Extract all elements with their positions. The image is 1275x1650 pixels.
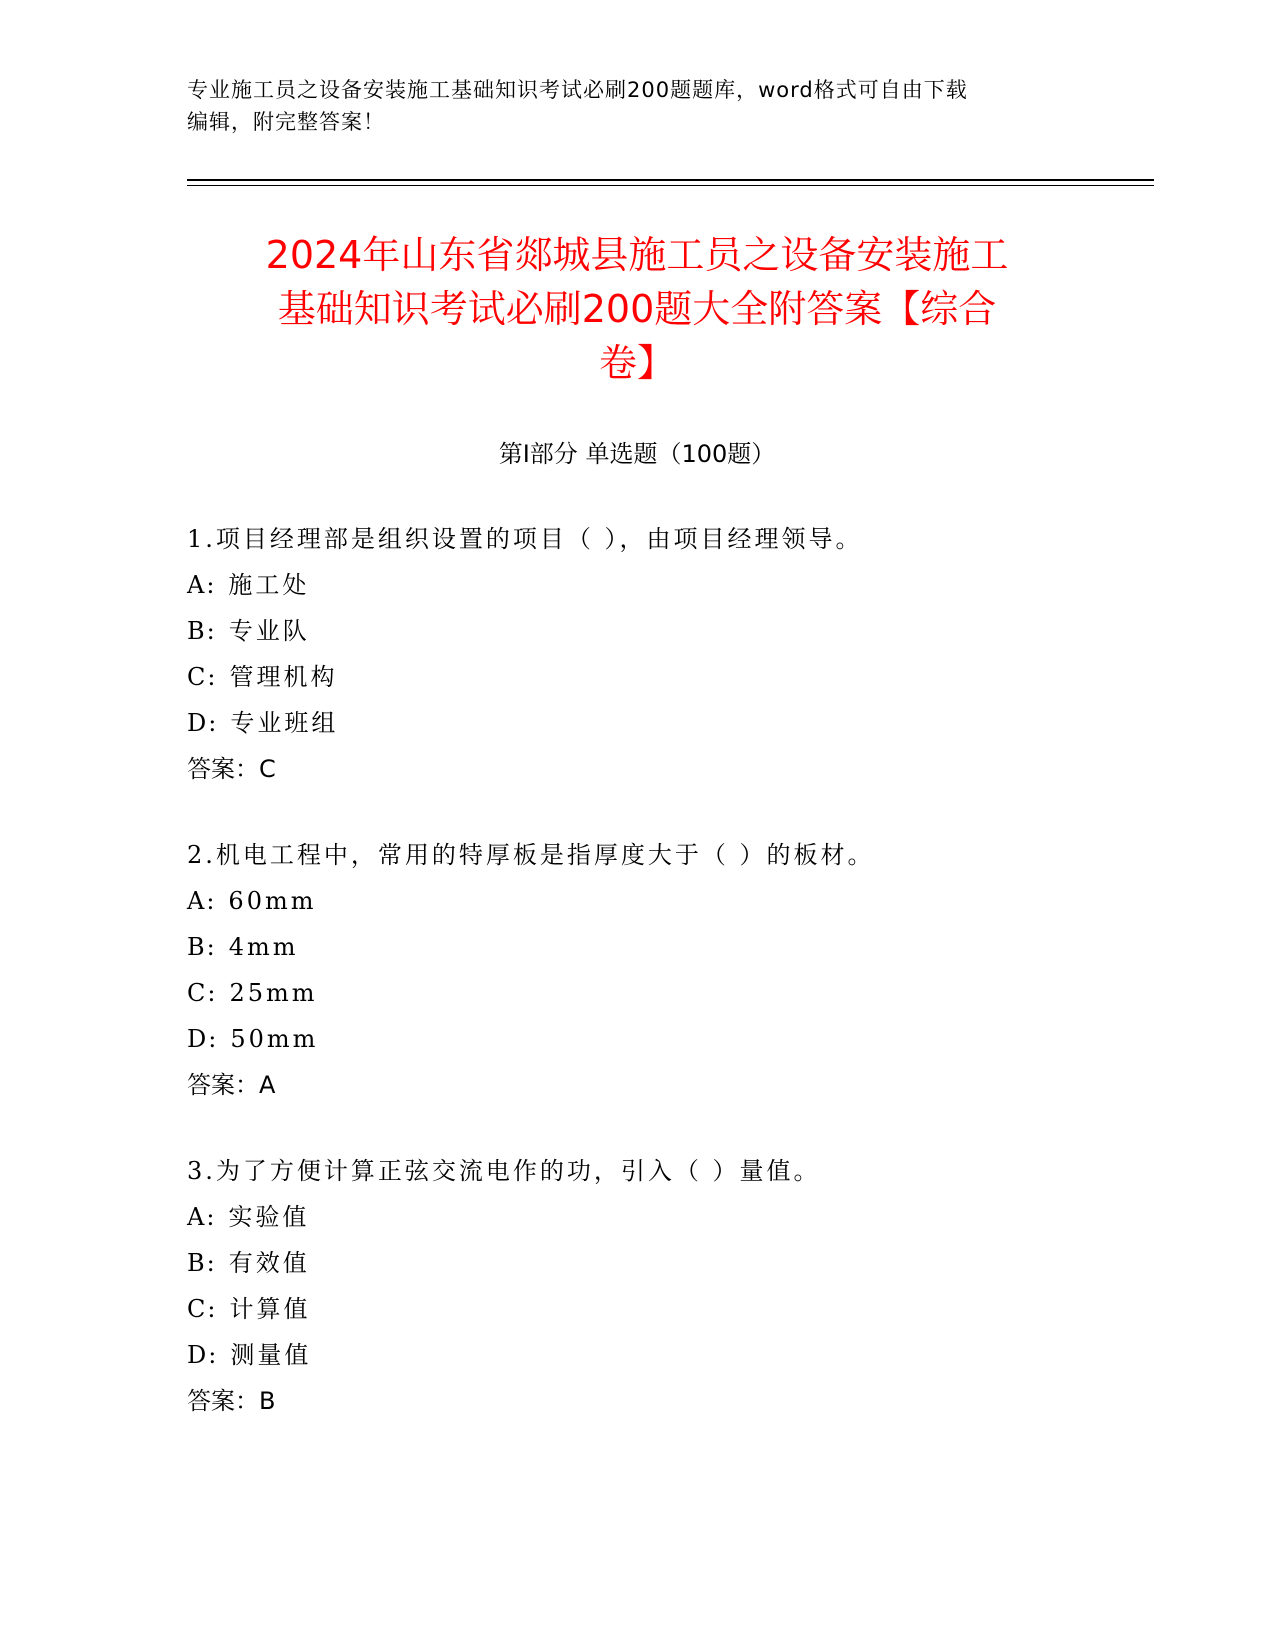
option-text: 专业班组 <box>230 709 339 737</box>
answer-line <box>187 1378 1087 1424</box>
option-b <box>187 608 1087 654</box>
header-note-line-1: 专业施工员之设备安装施工基础知识考试必刷200题题库，word格式可自由下载 <box>187 78 968 102</box>
option-key: C: <box>187 663 218 691</box>
header-divider-thick <box>187 179 1154 181</box>
answer-line <box>187 746 1087 792</box>
option-text: 60mm <box>228 887 317 915</box>
option-text: 专业队 <box>228 617 310 645</box>
option-key: D: <box>187 1341 219 1369</box>
question-text: 3.为了方便计算正弦交流电作的功，引入（ ）量值。 <box>187 1157 821 1185</box>
option-text: 施工处 <box>228 571 310 599</box>
option-key: C: <box>187 979 218 1007</box>
option-text: 计算值 <box>229 1295 311 1323</box>
option-d <box>187 1016 1087 1062</box>
option-text: 实验值 <box>228 1203 310 1231</box>
answer-label: 答案： <box>187 1071 259 1099</box>
answer-label: 答案： <box>187 1387 259 1415</box>
answer-label: 答案： <box>187 755 259 783</box>
question-text: 2.机电工程中，常用的特厚板是指厚度大于（ ）的板材。 <box>187 841 875 869</box>
option-a <box>187 1194 1087 1240</box>
option-key: A: <box>187 1203 217 1231</box>
option-text: 管理机构 <box>229 663 338 691</box>
option-d <box>187 700 1087 746</box>
header-note-line-2: 编辑，附完整答案！ <box>187 110 385 134</box>
option-key: D: <box>187 1025 219 1053</box>
option-text: 4mm <box>228 933 299 961</box>
option-a <box>187 878 1087 924</box>
option-key: C: <box>187 1295 218 1323</box>
option-key: B: <box>187 1249 217 1277</box>
section-heading: 第I部分 单选题（100题） <box>498 440 776 468</box>
option-text: 25mm <box>229 979 318 1007</box>
option-key: B: <box>187 617 217 645</box>
question-3 <box>187 1148 1087 1424</box>
option-a <box>187 562 1087 608</box>
answer-value: B <box>259 1387 276 1415</box>
option-b <box>187 1240 1087 1286</box>
header-note <box>187 74 1087 138</box>
answer-value: C <box>259 755 276 783</box>
question-1 <box>187 516 1087 792</box>
option-c <box>187 654 1087 700</box>
title-line-2: 基础知识考试必刷200题大全附答案【综合 <box>277 287 997 331</box>
title-line-1: 2024年山东省郯城县施工员之设备安装施工 <box>265 233 1009 277</box>
option-key: A: <box>187 571 217 599</box>
option-key: B: <box>187 933 217 961</box>
option-key: D: <box>187 709 219 737</box>
option-b <box>187 924 1087 970</box>
document-title <box>187 228 1087 390</box>
question-2 <box>187 832 1087 1108</box>
question-text: 1.项目经理部是组织设置的项目（ ），由项目经理领导。 <box>187 525 863 553</box>
option-text: 测量值 <box>230 1341 312 1369</box>
header-divider-thin <box>187 185 1154 186</box>
option-c <box>187 1286 1087 1332</box>
answer-line <box>187 1062 1087 1108</box>
option-text: 50mm <box>230 1025 319 1053</box>
option-key: A: <box>187 887 217 915</box>
title-line-3: 卷】 <box>598 341 675 385</box>
option-d <box>187 1332 1087 1378</box>
option-text: 有效值 <box>228 1249 310 1277</box>
answer-value: A <box>259 1071 276 1099</box>
option-c <box>187 970 1087 1016</box>
